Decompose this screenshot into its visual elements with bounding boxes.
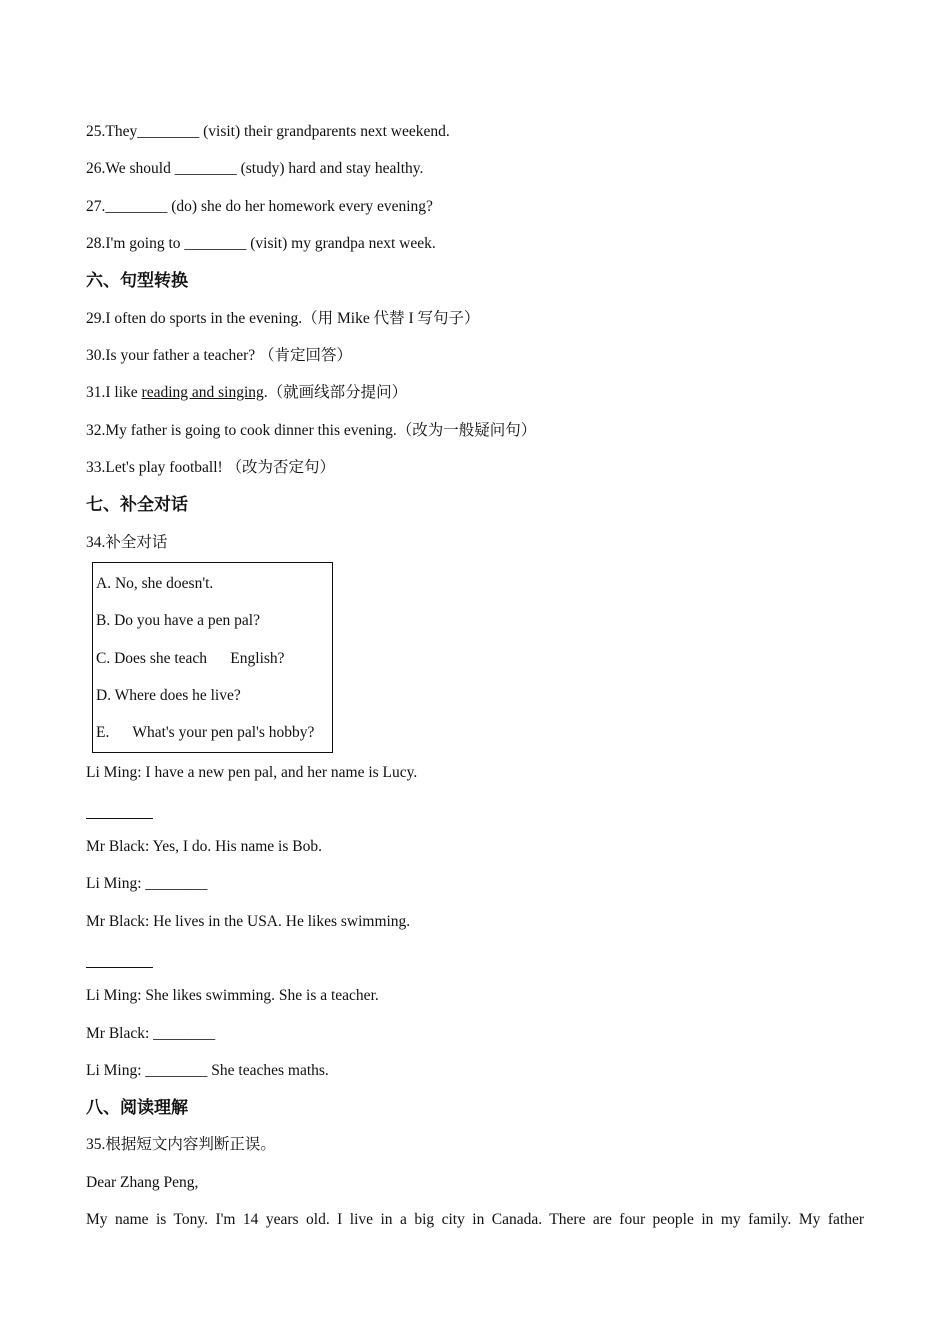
- dialogue-line-8: Mr Black: ________: [86, 1025, 216, 1042]
- dialogue-blank-2: [86, 967, 153, 968]
- question-31: [86, 383, 407, 403]
- question-34: 34.补全对话: [86, 534, 168, 551]
- question-30: 30.Is your father a teacher? （肯定回答）: [86, 347, 352, 364]
- question-35: 35.根据短文内容判断正误。: [86, 1136, 276, 1153]
- dialogue-line-7: Li Ming: She likes swimming. She is a teacher.: [86, 987, 379, 1004]
- dialogue-blank-1: [86, 818, 153, 819]
- option-c: C. Does she teach English?: [96, 650, 285, 667]
- question-31-suffix: .（就画线部分提问）: [263, 384, 408, 401]
- option-e: E. What's your pen pal's hobby?: [96, 724, 315, 741]
- section-heading-7: 七、补全对话: [86, 495, 188, 515]
- dialogue-line-9: Li Ming: ________ She teaches maths.: [86, 1062, 329, 1079]
- question-33: 33.Let's play football! （改为否定句）: [86, 459, 336, 476]
- dialogue-line-5: Mr Black: He lives in the USA. He likes swimming.: [86, 913, 411, 930]
- question-29: 29.I often do sports in the evening.（用 Mike 代替 I 写句子）: [86, 310, 480, 327]
- letter-greeting: Dear Zhang Peng,: [86, 1174, 199, 1191]
- question-32: 32.My father is going to cook dinner this evening.（改为一般疑问句）: [86, 422, 537, 439]
- section-heading-8: 八、阅读理解: [86, 1098, 188, 1118]
- question-28: 28.I'm going to ________ (visit) my grandpa next week.: [86, 235, 436, 252]
- letter-body-line-1: My name is Tony. I'm 14 years old. I live in a big city in Canada. There are four people in my family. My father: [86, 1211, 864, 1228]
- question-31-underlined: reading and singing: [141, 384, 264, 401]
- dialogue-line-3: Mr Black: Yes, I do. His name is Bob.: [86, 838, 322, 855]
- question-27: 27.________ (do) she do her homework every evening?: [86, 198, 433, 215]
- dialogue-line-4: Li Ming: ________: [86, 875, 208, 892]
- question-31-prefix: 31.I like: [86, 384, 142, 401]
- option-d: D. Where does he live?: [96, 687, 241, 704]
- question-26: 26.We should ________ (study) hard and stay healthy.: [86, 160, 424, 177]
- option-b: B. Do you have a pen pal?: [96, 612, 260, 629]
- option-a: A. No, she doesn't.: [96, 575, 214, 592]
- question-25: 25.They________ (visit) their grandparents next weekend.: [86, 123, 450, 140]
- dialogue-line-1: Li Ming: I have a new pen pal, and her name is Lucy.: [86, 764, 418, 781]
- options-box: [92, 562, 333, 753]
- section-heading-6: 六、句型转换: [86, 271, 188, 291]
